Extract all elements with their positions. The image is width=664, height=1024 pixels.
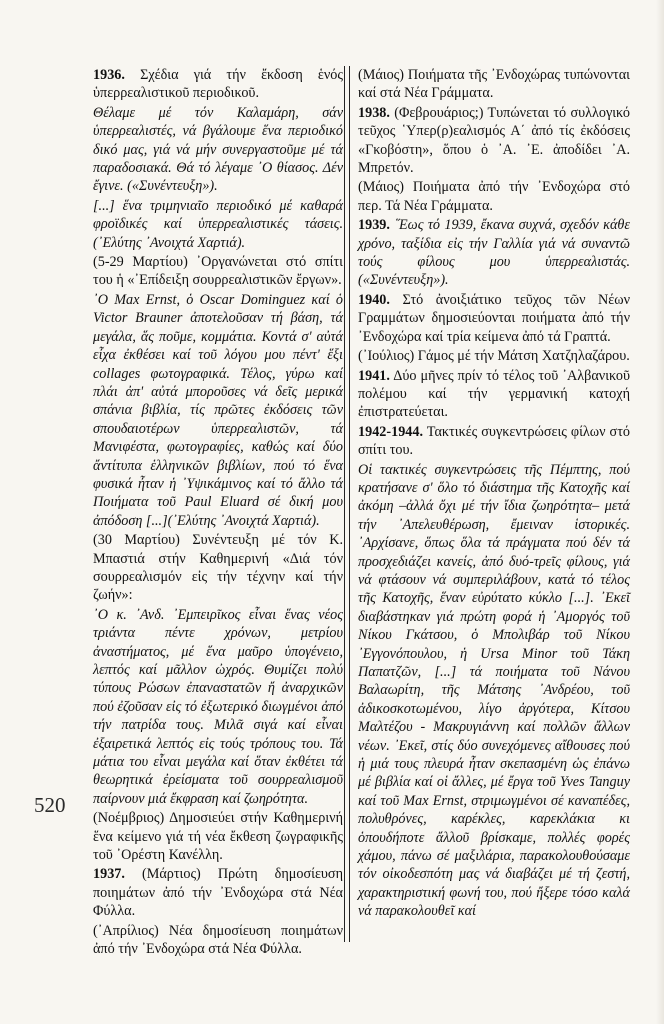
right-entry: 1940. Στό ἀνοιξιάτικο τεῦχος τῶν Νέων Γραμμάτων δημοσιεύονται ποιήματα ἀπό τήν ᾿Ενδοχώρα καί τρία κείμενα ἀπό τά Γραπτά.	[358, 291, 630, 345]
left-entry: 1936. Σχέδια γιά τήν ἔκδοση ἑνός ὑπερρεαλιστικοῦ περιοδικοῦ.	[93, 67, 343, 102]
right-entry: 1939. ῞Εως τό 1939, ἔκανα συχνά, σχεδόν κάθε χρόνο, ταξίδια εἰς τήν Γαλλία γιά νά συναντῶ τούς φίλους μου ὑπερρεαλιστάς. («Συνέντευξη»).	[358, 217, 630, 289]
right-entry: 1941. Δύο μῆνες πρίν τό τέλος τοῦ ᾿Αλβανικοῦ πολέμου καί τήν γερμανική κατοχή ἐπιστρατεύεται.	[358, 367, 630, 421]
right-entry: Οἱ τακτικές συγκεντρώσεις τῆς Πέμπτης, πού κρατήσανε σ' ὅλο τό διάστημα τῆς Κατοχῆς καί ἀκόμη –ἀλλά ὄχι μέ τήν ἴδια ζωηρότητα– μετά τήν ᾿Απελευθέρωση, ἔμειναν ἱστορικές. ᾿Αρχίσανε, ὅπως ὅλα τά πράγματα πού δέν τά προσχεδιάζει κανείς, ἀπό δυό-τρεῖς φίλους, γιά νά φτάσουν νά συμπεριλάβουν, κατά τό τέλος τῆς Κατοχῆς, ἕναν εὐρύτατο κύκλο [...]. ᾿Εκεῖ διαβάστηκαν γιά πρώτη φορά ἡ ᾿Αμοργός τοῦ Νίκου Γκάτσου, ὁ Μπολιβάρ τοῦ Νίκου ᾿Εγγονόπουλου, ἡ Ursa Minor τοῦ Τάκη Παπατζῶν, [...] τά ποιήματα τοῦ Νάνου Βαλαωρίτη, τῆς Μάτσης ᾿Ανδρέου, τοῦ ἀδικοσκοτωμένου, λίγο ἀργότερα, Κίτσου Μαλτέζου - Μακρυγιάννη καί πολλῶν ἄλλων νέων. ᾿Εκεῖ, στίς δύο συνεχόμενες αἴθουσες πού ἡ μιά τους πλευρά ἦταν σκεπασμένη ὡς ἐπάνω μέ βιβλία καί οἱ ἄλλες, μέ ἔργα τοῦ Yves Tanguy καί τοῦ Max Ernst, στριμωγμένοι σέ καναπέδες, πολυθρόνες, καρέκλες, καρεκλάκια κι ὁπουδήποτε ἄλλοῦ βρίσκαμε, πολλές φορές χάμου, πάνω σέ μαξιλάρια, παρακολουθούσαμε τόν οἰκοδεσπότη μας νά διαβάζει μέ τή ζεστή, χαρακτηριστική φωνή του, πού ἤξερε τόσο καλά νά παρακολουθεῖ καί	[358, 461, 630, 920]
left-entry: (5-29 Μαρτίου) ᾿Οργανώνεται στό σπίτι του ἡ «᾿Επίδειξη σουρρεαλιστικῶν ἔργων».	[93, 254, 343, 289]
left-entry: ᾿Ο κ. ᾿Ανδ. ᾿Εμπειρῖκος εἶναι ἕνας νέος τριάντα πέντε χρόνων, μετρίου ἀναστήματος, μέ ἕνα μαῦρο ὑπογένειο, λεπτός καί μᾶλλον ὠχρός. Θυμίζει πολύ τύπους Ρώσων ἐπαναστατῶν ἤ ἀναρχικῶν πού ἐζοῦσαν εἰς τό ἐξωτερικό διωγμένοι ἀπό τήν πατρίδα τους. Μιλᾶ σιγά καί εἶναι ἐξαιρετικά λεπτός εἰς τούς τρόπους του. Τά μάτια του εἶναι μεγάλα καί ὅταν ἐκθέτει τά θεωρητικά ἐρείσματα τοῦ σουρρεαλισμοῦ παίρνουν μιά ἔκφραση καί ζωηρότητα.	[93, 606, 343, 807]
right-entry: (Μάιος) Ποιήματα τῆς ᾿Ενδοχώρας τυπώνονται καί στά Νέα Γράμματα.	[358, 67, 630, 102]
page-number: 520	[34, 793, 66, 817]
right-entry: (Μάιος) Ποιήματα ἀπό τήν ᾿Ενδοχώρα στό περ. Τά Νέα Γράμματα.	[358, 179, 630, 214]
left-entry: Θέλαμε μέ τόν Καλαμάρη, σάν ὑπερρεαλιστές, νά βγάλουμε ἕνα περιοδικό δικό μας, γιά νά μήν συνεργαστοῦμε μέ τά παραδοσιακά. Θά τό λέγαμε ᾿Ο θίασος. Δέν ἔγινε. («Συνέντευξη»).	[93, 104, 343, 195]
left-entry: (Νοέμβριος) Δημοσιεύει στήν Καθημερινή ἕνα κείμενο γιά τή νέα ἔκθεση ζωγραφικῆς τοῦ ᾿Ορέστη Κανέλλη.	[93, 810, 343, 864]
right-entry: 1938. (Φεβρουάριος;) Τυπώνεται τό συλλογικό τεῦχος ῾Υπερ(ρ)εαλισμός Α΄ ἀπό τίς ἐκδόσεις «Γκοβόστη», ὅπου ὁ ᾿Α. ᾿Ε. ἀποδίδει ᾿Α. Μπρετόν.	[358, 104, 630, 177]
left-entry: (30 Μαρτίου) Συνέντευξη μέ τόν Κ. Μπαστιά στήν Καθημερινή «Διά τόν σουρρεαλισμόν εἰς τήν τέχνην καί τήν ζωήν»:	[93, 532, 343, 604]
scan-edge-shadow	[656, 0, 664, 1024]
right-column	[358, 66, 630, 922]
left-entry: ᾿Ο Max Ernst, ὁ Oscar Dominguez καί ὁ Victor Brauner ἀποτελοῦσαν τή βάση, τά μεγάλα, ἅς ποῦμε, κομμάτια. Κοντά σ' αὐτά εἶχα ἐκθέσει καί τοῦ λόγου μου πέντ' ἕξι collages φωτογραφικά. Τέλος, γύρω καί πλάι ἀπ' αὐτά μποροῦσες νά δεῖς μερικά σπάνια βιβλία, τίς πρῶτες ἐκδόσεις τῶν σπουδαιοτέρων ὑπερρεαλιστῶν, τά Μανιφέστα, φωτογραφίες, καθώς καί δύο ἄντίτυπα ἑλληνικῶν βιβλίων, πού τό ἕνα φυσικά ἦταν ἡ ᾿Υψικάμινος καί τό ἄλλο τά Ποιήματα τοῦ Paul Eluard σέ δική μου ἀπόδοση [...](᾿Ελύτης ᾿Ανοιχτά Χαρτιά).	[93, 291, 343, 529]
left-column	[93, 66, 343, 960]
left-entry: (᾿Απρίλιος) Νέα δημοσίευση ποιημάτων ἀπό τήν ᾿Ενδοχώρα στά Νέα Φύλλα.	[93, 922, 343, 958]
left-entry: [...] ἕνα τριμηνιαῖο περιοδικό μέ καθαρά φροϊδικές καί ὑπερρεαλιστικές τάσεις. (᾿Ελύτης ᾿Ανοιχτά Χαρτιά).	[93, 197, 343, 251]
right-entry: 1942-1944. Τακτικές συγκεντρώσεις φίλων στό σπίτι του.	[358, 423, 630, 459]
left-entry: 1937. (Μάρτιος) Πρώτη δημοσίευση ποιημάτων ἀπό τήν ᾿Ενδοχώρα στά Νέα Φύλλα.	[93, 866, 343, 920]
right-entry: (᾿Ιούλιος) Γάμος μέ τήν Μάτση Χατζηλαζάρου.	[358, 348, 630, 365]
column-divider	[344, 66, 345, 942]
column-divider	[349, 66, 350, 942]
